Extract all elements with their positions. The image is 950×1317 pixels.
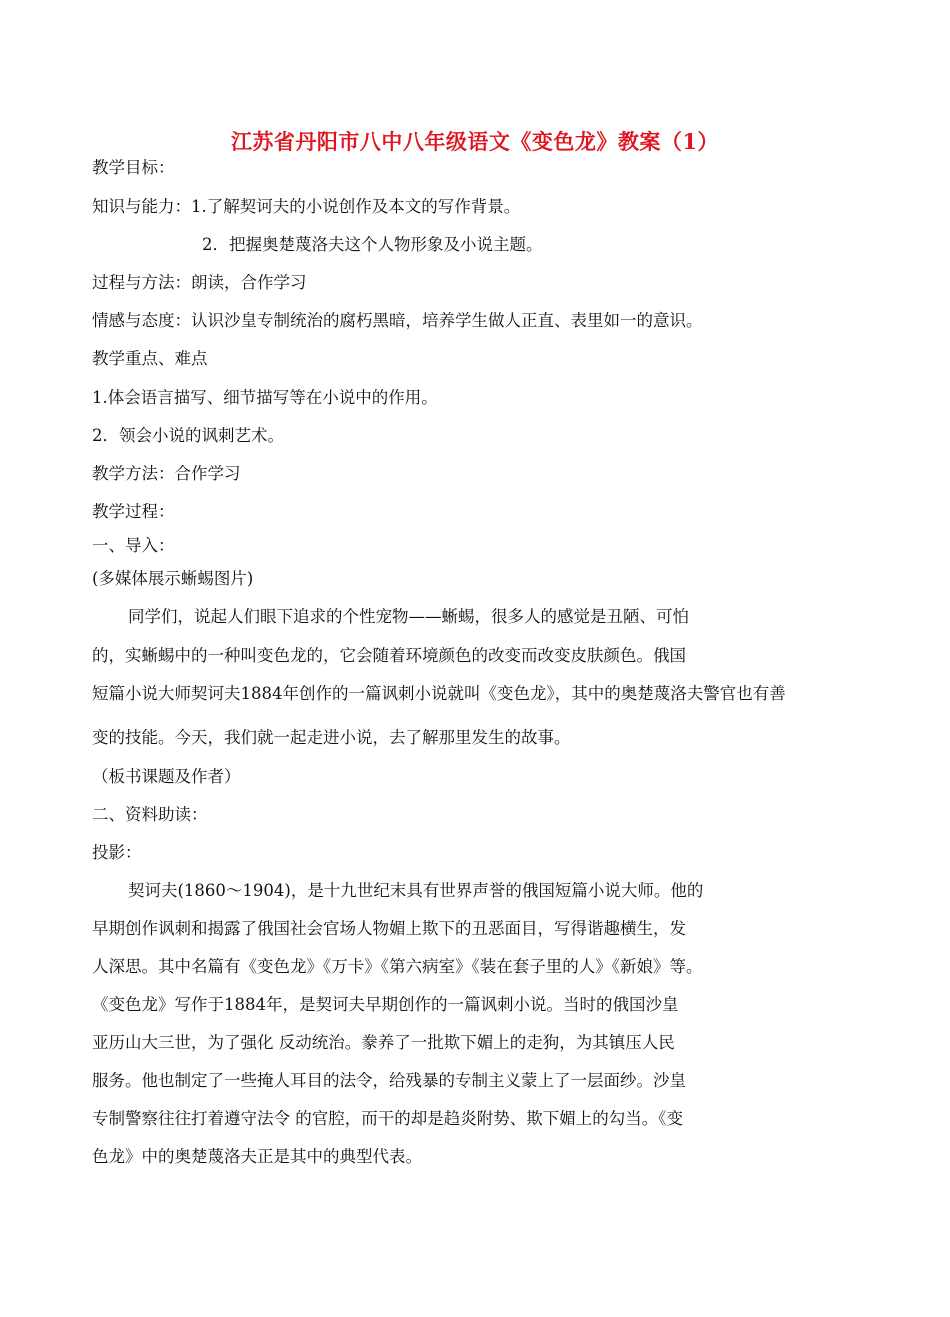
text-line: 色龙》中的奥楚蔑洛夫正是其中的典型代表。 (92, 1147, 422, 1166)
text-line: 教学过程： (92, 502, 175, 521)
text-line: （板书课题及作者） (92, 767, 241, 786)
text-line: 变的技能。今天，我们就一起走进小说，去了解那里发生的故事。 (92, 728, 571, 747)
text-line: 二、资料助读： (92, 805, 208, 824)
text-line: 人深思。其中名篇有《变色龙》《万卡》《第六病室》《装在套子里的人》《新娘》等。 (92, 957, 703, 976)
text-line: 情感与态度：认识沙皇专制统治的腐朽黑暗，培养学生做人正直、表里如一的意识。 (92, 311, 703, 330)
text-line: 的，实蜥蜴中的一种叫变色龙的，它会随着环境颜色的改变而改变皮肤颜色。俄国 (92, 646, 686, 665)
text-line: 2．领会小说的讽刺艺术。 (92, 426, 284, 445)
text-line: (多媒体展示蜥蜴图片) (92, 569, 254, 588)
text-line: 服务。他也制定了一些掩人耳目的法令，给残暴的专制主义蒙上了一层面纱。沙皇 (92, 1071, 686, 1090)
text-line: 知识与能力：1.了解契诃夫的小说创作及本文的写作背景。 (92, 197, 521, 216)
text-line: 《变色龙》写作于1884年，是契诃夫早期创作的一篇讽刺小说。当时的俄国沙皇 (92, 995, 679, 1014)
text-line: 投影： (92, 843, 142, 862)
text-line: 1.体会语言描写、细节描写等在小说中的作用。 (92, 388, 438, 407)
text-line: 早期创作讽刺和揭露了俄国社会官场人物媚上欺下的丑恶面目，写得谐趣横生，发 (92, 919, 686, 938)
text-line: 教学目标： (92, 158, 175, 177)
text-line: 过程与方法：朗读，合作学习 (92, 273, 307, 292)
text-line: 一、导入： (92, 536, 175, 555)
text-line: 短篇小说大师契诃夫1884年创作的一篇讽刺小说就叫《变色龙》，其中的奥楚蔑洛夫警官也有善 (92, 684, 786, 703)
text-line: 教学方法：合作学习 (92, 464, 241, 483)
text-line: 同学们，说起人们眼下追求的个性宠物——蜥蜴，很多人的感觉是丑陋、可怕 (128, 607, 689, 626)
text-line: 教学重点、难点 (92, 349, 208, 368)
text-line: 契诃夫(1860～1904)，是十九世纪末具有世界声誉的俄国短篇小说大师。他的 (128, 881, 704, 900)
document-title: 江苏省丹阳市八中八年级语文《变色龙》教案（1） (230, 129, 720, 154)
text-line: 2．把握奥楚蔑洛夫这个人物形象及小说主题。 (202, 235, 543, 254)
text-line: 专制警察往往打着遵守法令 的官腔，而干的却是趋炎附势、欺下媚上的勾当。《变 (92, 1109, 683, 1128)
text-line: 亚历山大三世，为了强化 反动统治。豢养了一批欺下媚上的走狗，为其镇压人民 (92, 1033, 675, 1052)
